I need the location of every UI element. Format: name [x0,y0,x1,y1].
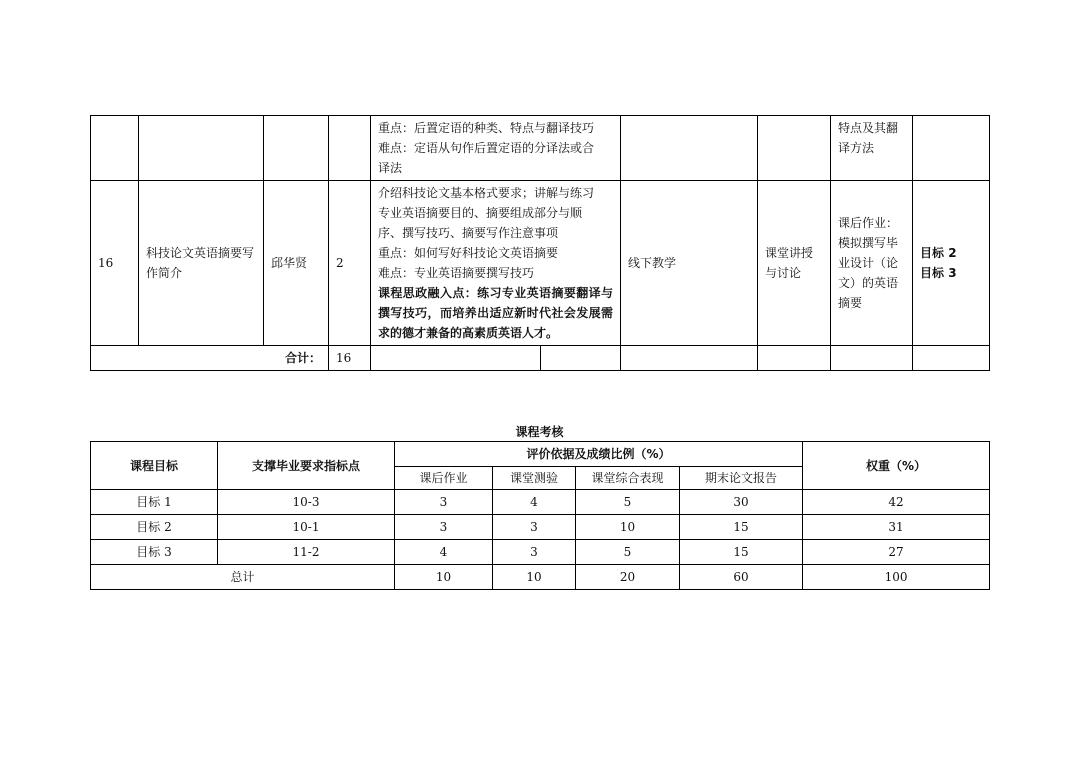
content-line: 重点：后置定语的种类、特点与翻译技巧 [378,121,595,135]
content-line: 译法 [378,161,403,175]
header-goal: 课程目标 [91,442,218,490]
total-score: 20 [576,565,680,590]
cell-mode: 线下教学 [621,181,758,346]
header-indicator: 支撑毕业要求指标点 [218,442,395,490]
row-indicator: 11-2 [218,540,395,565]
header-basis: 评价依据及成绩比例（%） [395,442,803,467]
row-goal: 目标 3 [91,540,218,565]
row-weight: 42 [803,490,990,515]
content-line: 难点：专业英语摘要撰写技巧 [378,266,535,280]
total-weight: 100 [803,565,990,590]
table-row [91,515,990,540]
homework-line: 特点及其翻 [838,121,899,135]
assessment-total-row [91,565,990,590]
table-row [91,490,990,515]
cell-hours [329,116,371,181]
cell-content [371,181,621,346]
cell-content [371,116,621,181]
row-score: 30 [680,490,803,515]
total-score: 10 [493,565,576,590]
row-score: 15 [680,540,803,565]
row-score: 15 [680,515,803,540]
goal-label: 目标 2 [920,246,957,260]
content-line: 专业英语摘要目的、摘要组成部分与顺 [378,206,583,220]
header-homework: 课后作业 [395,467,493,490]
total-score: 10 [395,565,493,590]
content-line: 介绍科技论文基本格式要求；讲解与练习 [378,186,595,200]
cell-teacher: 邱华贤 [264,181,329,346]
schedule-total-row [91,346,990,371]
total-label: 总计 [91,565,395,590]
row-goal: 目标 2 [91,515,218,540]
cell-empty [831,346,913,371]
goal-label: 目标 3 [920,266,957,280]
schedule-row-prev [91,116,990,181]
cell-homework: 课后作业：模拟撰写毕业设计（论文）的英语摘要 [831,181,913,346]
row-score: 5 [576,540,680,565]
row-indicator: 10-3 [218,490,395,515]
cell-empty [371,346,541,371]
row-goal: 目标 1 [91,490,218,515]
cell-goals [913,181,990,346]
header-final-paper: 期末论文报告 [680,467,803,490]
content-line: 重点：如何写好科技论文英语摘要 [378,246,559,260]
total-score: 60 [680,565,803,590]
row-score: 3 [395,490,493,515]
schedule-table [90,115,990,371]
cell-teacher [264,116,329,181]
cell-hours: 2 [329,181,371,346]
header-quiz: 课堂测验 [493,467,576,490]
assessment-header-row [91,442,990,467]
content-line: 序、撰写技巧、摘要写作注意事项 [378,226,559,240]
row-weight: 27 [803,540,990,565]
assessment-title: 课程考核 [515,425,564,439]
cell-no: 16 [91,181,139,346]
cell-title: 科技论文英语摘要写作简介 [139,181,264,346]
cell-empty [758,346,831,371]
cell-no [91,116,139,181]
schedule-row-16 [91,181,990,346]
content-line: 难点：定语从句作后置定语的分译法或合 [378,141,595,155]
cell-empty [913,346,990,371]
homework-line: 译方法 [838,141,875,155]
cell-empty [541,346,621,371]
row-score: 10 [576,515,680,540]
row-weight: 31 [803,515,990,540]
cell-title [139,116,264,181]
cell-method [758,116,831,181]
total-hours: 16 [329,346,371,371]
assessment-table [90,441,990,590]
row-score: 4 [395,540,493,565]
cell-mode [621,116,758,181]
cell-empty [621,346,758,371]
cell-method: 课堂讲授与讨论 [758,181,831,346]
header-weight: 权重（%） [803,442,990,490]
row-score: 5 [576,490,680,515]
table-row [91,540,990,565]
row-score: 3 [493,540,576,565]
cell-goals [913,116,990,181]
row-score: 4 [493,490,576,515]
cell-homework [831,116,913,181]
row-score: 3 [493,515,576,540]
row-score: 3 [395,515,493,540]
header-performance: 课堂综合表现 [576,467,680,490]
ideology-point: 课程思政融入点：练习专业英语摘要翻译与撰写技巧，而培养出适应新时代社会发展需求的德才兼备的高素质英语人才。 [378,286,614,340]
row-indicator: 10-1 [218,515,395,540]
total-label: 合计： [91,346,329,371]
